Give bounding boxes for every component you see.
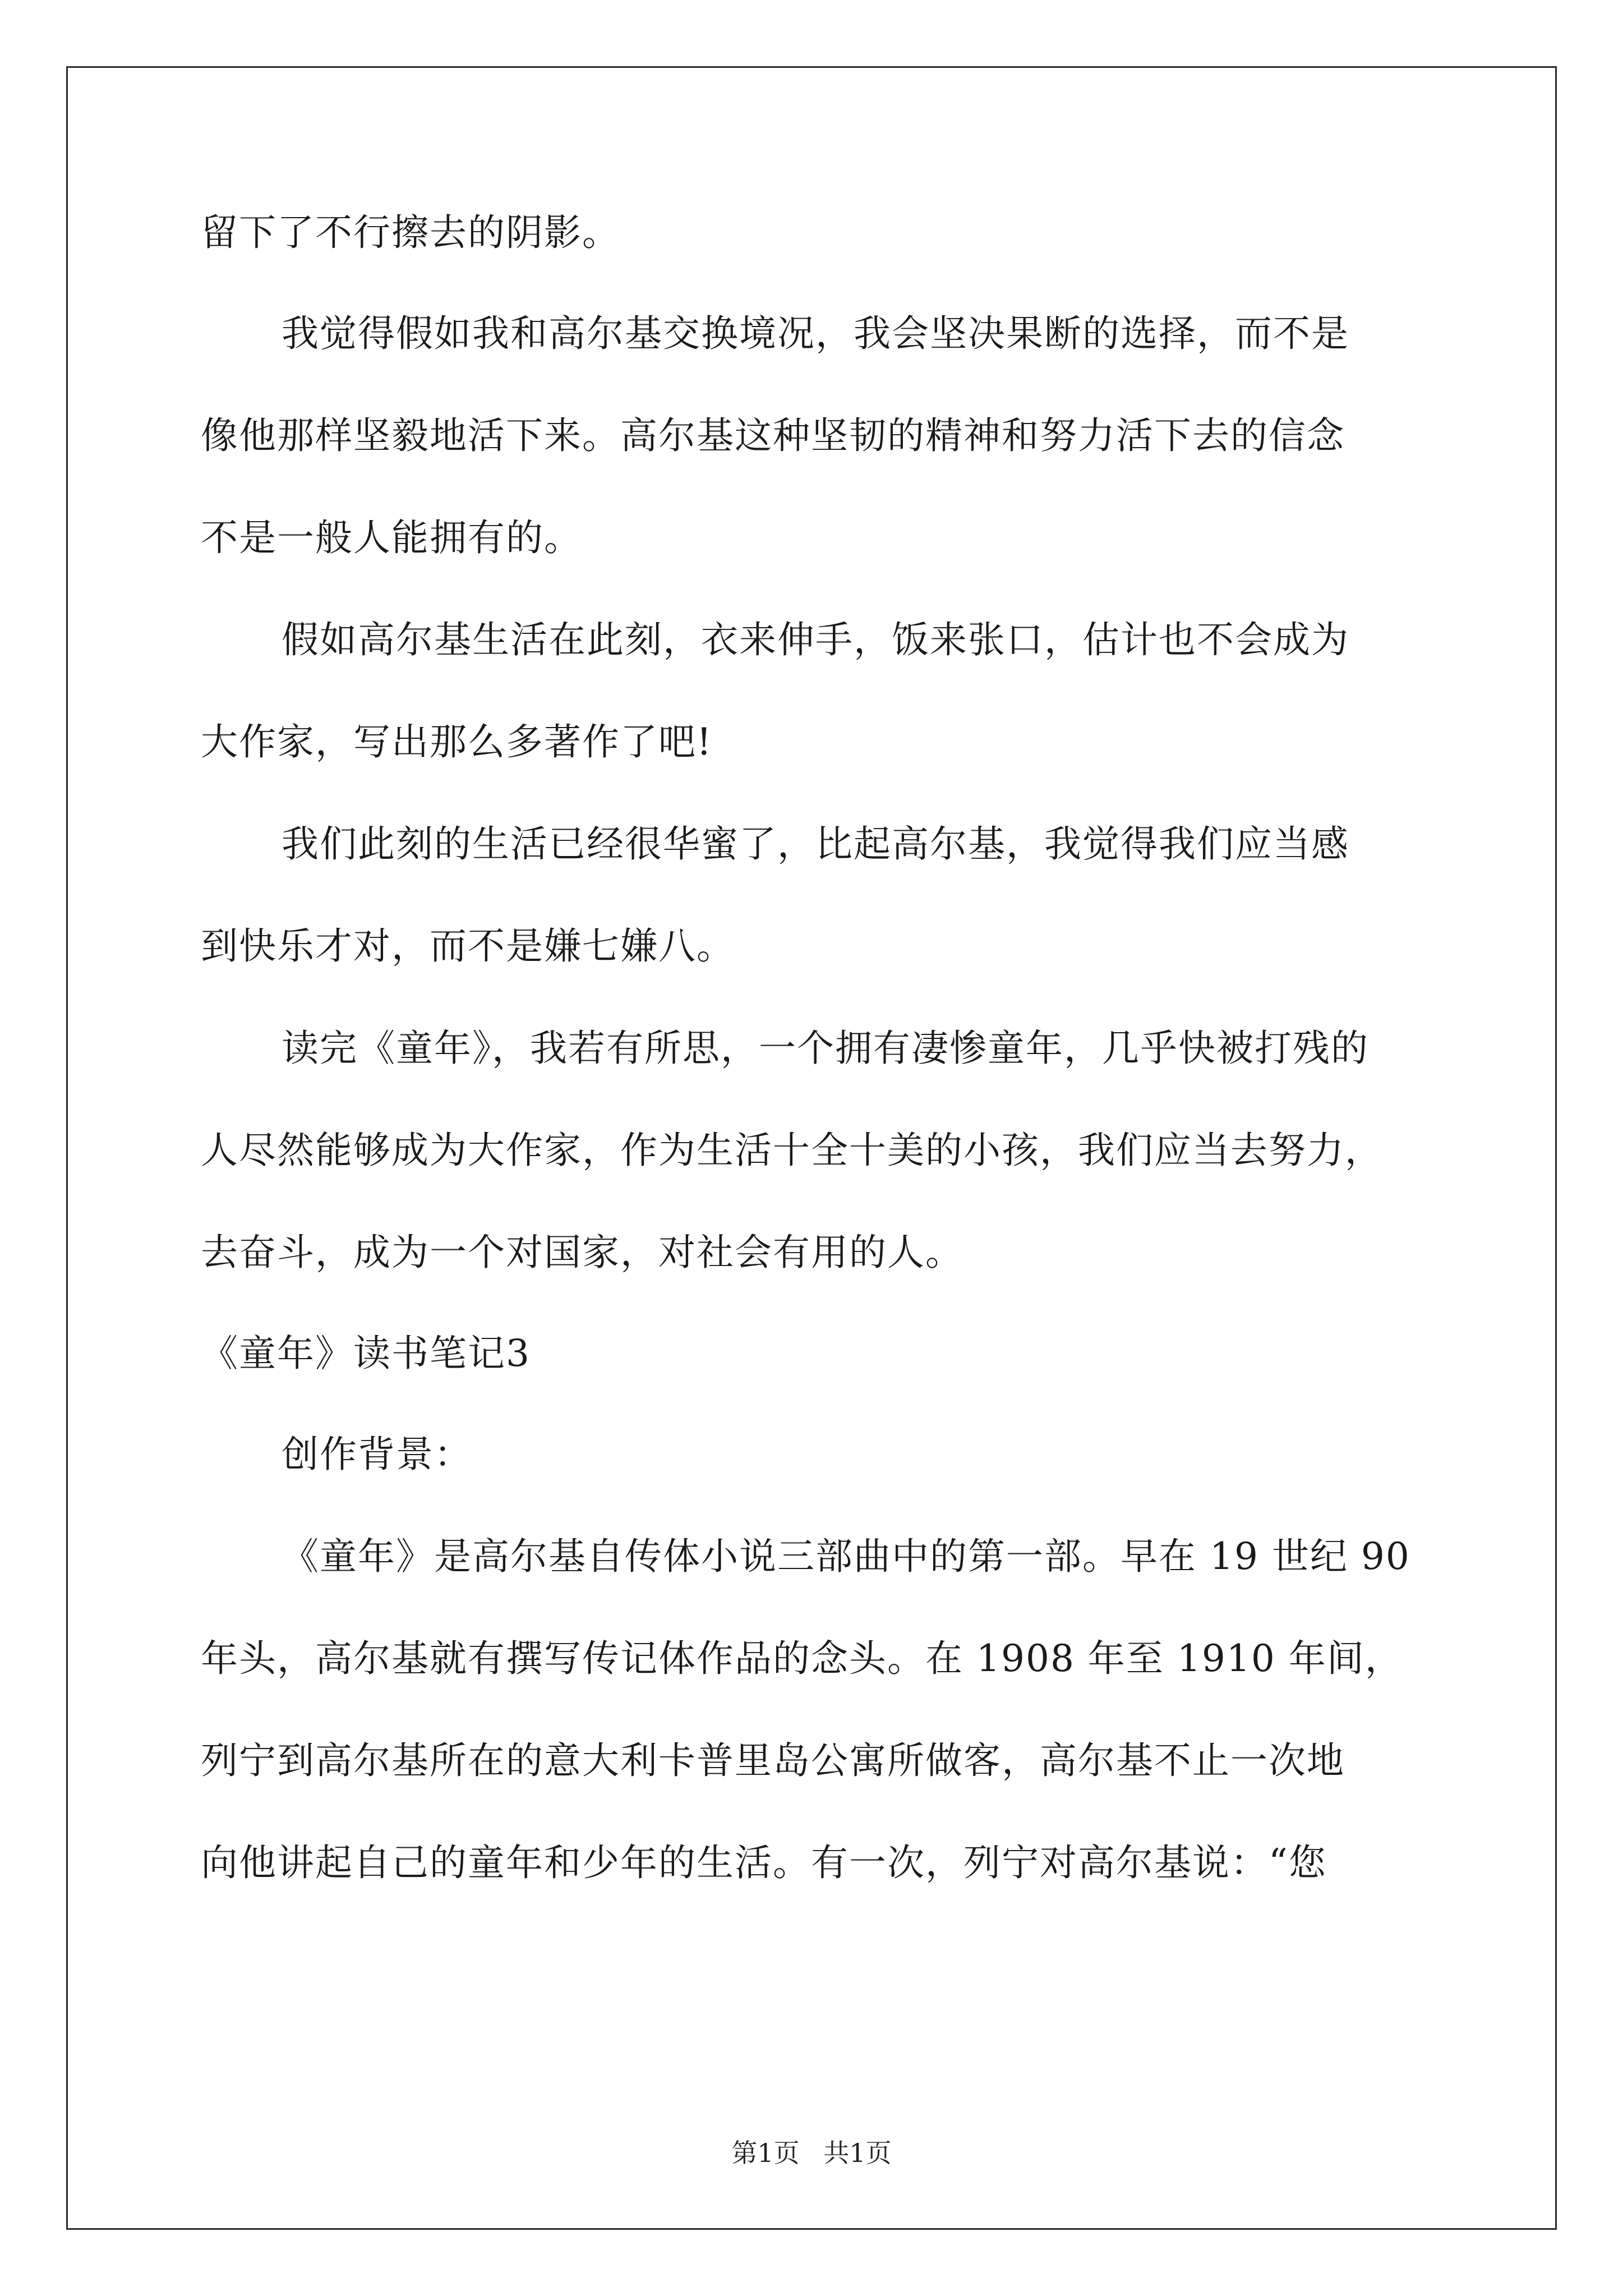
text-line: 《童年》是高尔基自传体小说三部曲中的第一部。早在 19 世纪 90 <box>282 1535 1410 1578</box>
text-line: 创作背景： <box>282 1433 472 1476</box>
page-total: 共1页 <box>823 2138 892 2168</box>
text-line: 大作家，写出那么多著作了吧! <box>201 720 713 763</box>
text-line: 读完《童年》，我若有所思，一个拥有凄惨童年，几乎快被打残的 <box>282 1027 1369 1070</box>
text-line: 我们此刻的生活已经很华蜜了，比起高尔基，我觉得我们应当感 <box>282 822 1349 866</box>
section-heading: 《童年》读书笔记3 <box>201 1332 531 1375</box>
text-line: 列宁到高尔基所在的意大利卡普里岛公寓所做客，高尔基不止一次地 <box>201 1739 1345 1782</box>
text-line: 留下了不行擦去的阴影。 <box>201 211 620 254</box>
text-line: 人尽然能够成为大作家，作为生活十全十美的小孩，我们应当去努力， <box>201 1129 1383 1172</box>
text-line: 像他那样坚毅地活下来。高尔基这种坚韧的精神和努力活下去的信念 <box>201 414 1345 457</box>
text-line: 到快乐才对，而不是嫌七嫌八。 <box>201 924 735 968</box>
page-number: 第1页 <box>731 2138 800 2168</box>
page-footer <box>0 2137 1623 2169</box>
text-line: 年头，高尔基就有撰写传记体作品的念头。在 1908 年至 1910 年间， <box>201 1637 1403 1680</box>
text-line: 假如高尔基生活在此刻，衣来伸手，饭来张口，估计也不会成为 <box>282 618 1349 661</box>
text-line: 去奋斗，成为一个对国家，对社会有用的人。 <box>201 1231 963 1274</box>
text-line: 不是一般人能拥有的。 <box>201 516 582 559</box>
text-line: 向他讲起自己的童年和少年的生活。有一次，列宁对高尔基说：“您 <box>201 1841 1327 1884</box>
text-line: 我觉得假如我和高尔基交换境况，我会坚决果断的选择，而不是 <box>282 312 1349 355</box>
